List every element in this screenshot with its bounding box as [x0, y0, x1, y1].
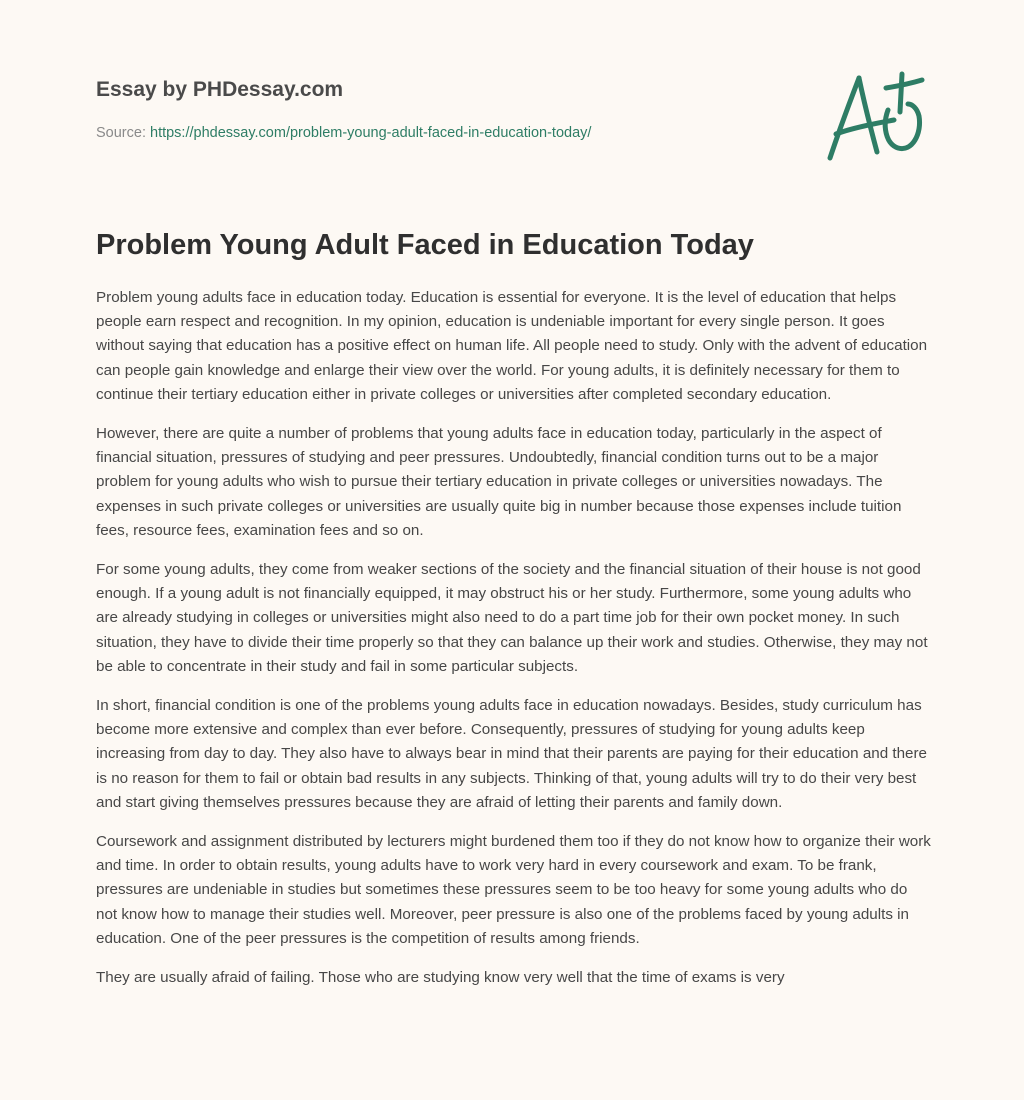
paragraph: However, there are quite a number of problems that young adults face in education today, particularly in the aspect of financial situation, pressures of studying and peer pressures. Undoubtedly, financial condition turns out to be a major problem for young adults who wish to pursue their tertiary education in private colleges or universities nowadays. The expenses in such private colleges or universities are usually quite big in number because those expenses include tuition fees, resource fees, examination fees and so on.	[96, 425, 902, 539]
a-plus-logo-icon	[822, 68, 928, 164]
paragraph: They are usually afraid of failing. Those who are studying know very well that the time of exams is very	[96, 969, 785, 987]
essay-title: Problem Young Adult Faced in Education Today	[96, 229, 754, 261]
paragraph: In short, financial condition is one of the problems young adults face in education nowadays. Besides, study curriculum has become more extensive and complex than ever before. Consequently, pressures of studying for young adults keep increasing from day to day. They also have to always bear in mind that their parents are paying for their education and there is no reason for them to fail or obtain bad results in any subjects. Thinking of that, young adults will try to do their very best and start giving themselves pressures because they are afraid of letting their parents and family down.	[96, 697, 928, 811]
essay-body	[96, 286, 932, 1005]
paragraph: For some young adults, they come from weaker sections of the society and the financial situation of their house is not good enough. If a young adult is not financially equipped, it may obstruct his or her study. Furthermore, some young adults who are already studying in colleges or universities might also need to do a part time job for their own pocket money. In such situation, they have to divide their time properly so that they can balance up their work and studies. Otherwise, they may not be able to concentrate in their study and fail in some particular subjects.	[96, 561, 928, 675]
page-header	[96, 76, 796, 143]
paragraph: Problem young adults face in education today. Education is essential for everyone. It is the level of education that helps people earn respect and recognition. In my opinion, education is undeniable important for every single person. It goes without saying that education has a positive effect on human life. All people need to study. Only with the advent of education can people gain knowledge and enlarge their view over the world. For young adults, it is definitely necessary for them to continue their tertiary education either in private colleges or universities after completed secondary education.	[96, 289, 928, 403]
source-label: Source:	[96, 125, 150, 141]
source-link[interactable]: https://phdessay.com/problem-young-adult-faced-in-education-today/	[150, 125, 592, 141]
source-line	[96, 123, 796, 143]
site-brand: Essay by PHDessay.com	[96, 78, 344, 101]
paragraph: Coursework and assignment distributed by lecturers might burdened them too if they do not know how to organize their work and time. In order to obtain results, young adults have to work very hard in every coursework and exam. To be frank, pressures are undeniable in studies but sometimes these pressures seem to be too heavy for some young adults who do not know how to manage their studies well. Moreover, peer pressure is also one of the problems faced by young adults in education. One of the peer pressures is the competition of results among friends.	[96, 833, 931, 947]
